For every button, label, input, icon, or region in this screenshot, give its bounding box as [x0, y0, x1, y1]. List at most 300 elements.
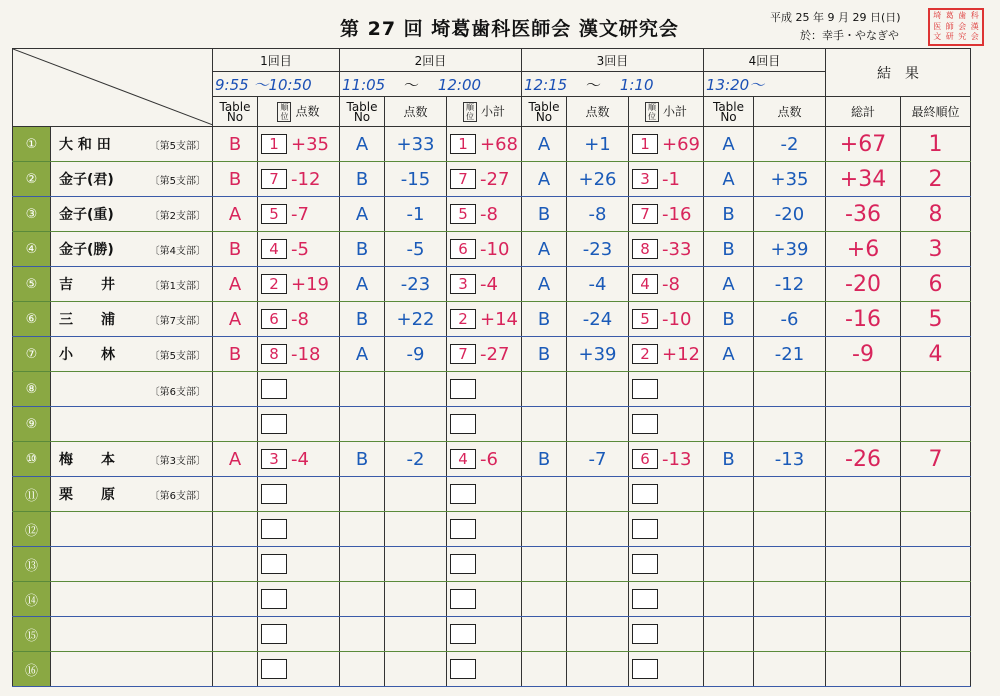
- participant-name-cell: [51, 127, 213, 162]
- round2-table: [340, 617, 385, 652]
- round3-rank-box: [632, 659, 658, 679]
- round3-table: [522, 582, 567, 617]
- table-no-header: Table No: [340, 97, 385, 127]
- round4-table: [704, 512, 754, 547]
- round1-rank-box: [261, 484, 287, 504]
- diagonal-line: [13, 49, 213, 125]
- final-rank: 1: [901, 127, 971, 162]
- round3-rank-subtotal: [629, 582, 704, 617]
- round2-rank-subtotal: [447, 407, 522, 442]
- row-number: ⑤: [13, 267, 51, 302]
- round4-table: B: [704, 232, 754, 267]
- row-number: ⑭: [13, 582, 51, 617]
- row-number: ⑨: [13, 407, 51, 442]
- round1-rank-box: [261, 519, 287, 539]
- round3-rank-subtotal: [629, 337, 704, 372]
- round2-score: -23: [385, 267, 447, 302]
- round2-table: A: [340, 197, 385, 232]
- round2-table: [340, 512, 385, 547]
- participant-name-cell: [51, 442, 213, 477]
- round1-rank-score: [258, 582, 340, 617]
- round3-rank-box: [632, 484, 658, 504]
- round2-rank-box: 1: [450, 134, 476, 154]
- branch: 〔第5支部〕: [149, 176, 206, 187]
- round2-rank-box: 5: [450, 204, 476, 224]
- round1-rank-box: 6: [261, 309, 287, 329]
- row-number: ①: [13, 127, 51, 162]
- total-score: [826, 582, 901, 617]
- row-number: ⑬: [13, 547, 51, 582]
- round1-table: B: [213, 337, 258, 372]
- round2-rank-subtotal: [447, 442, 522, 477]
- table-row: [13, 407, 971, 442]
- total-score: [826, 477, 901, 512]
- row-number: ⑮: [13, 617, 51, 652]
- round3-rank-subtotal: [629, 477, 704, 512]
- score-header: 点数: [295, 104, 320, 118]
- round3-table: [522, 547, 567, 582]
- round3-score: [567, 652, 629, 687]
- round2-rank-box: [450, 414, 476, 434]
- round2-table: B: [340, 302, 385, 337]
- round2-rank-subtotal: [447, 337, 522, 372]
- time3-separator: ～: [586, 75, 602, 94]
- rank-subtotal-header: [447, 97, 522, 127]
- total-score: -36: [826, 197, 901, 232]
- round2-rank-box: [450, 589, 476, 609]
- round3-table: [522, 617, 567, 652]
- round3-rank-box: 7: [632, 204, 658, 224]
- round2-rank-box: 7: [450, 169, 476, 189]
- round4-score: [754, 512, 826, 547]
- subtotal-header: 小計: [480, 104, 505, 118]
- round2-rank-subtotal: [447, 197, 522, 232]
- round4-score: -6: [754, 302, 826, 337]
- branch: 〔第4支部〕: [149, 246, 206, 257]
- row-number: ⑫: [13, 512, 51, 547]
- participant-name-cell: [51, 162, 213, 197]
- branch: 〔第5支部〕: [149, 351, 206, 362]
- time3-start: 12:15: [524, 75, 568, 94]
- round1-rank-box: 3: [261, 449, 287, 469]
- round1-rank-box: 1: [261, 134, 287, 154]
- round2-rank-subtotal: [447, 652, 522, 687]
- score-header: 点数: [754, 97, 826, 127]
- round3-subtotal: -13: [662, 448, 692, 470]
- round3-subtotal: -10: [662, 308, 692, 330]
- round3-table: B: [522, 197, 567, 232]
- round2-rank-subtotal: [447, 162, 522, 197]
- organization-seal: 埼 葛 歯 科 医 師 会 漢 文 研 究 会: [928, 8, 984, 46]
- round2-subtotal: -27: [480, 168, 510, 190]
- final-rank: 6: [901, 267, 971, 302]
- table-row: [13, 512, 971, 547]
- round3-subtotal: -8: [662, 273, 680, 295]
- round1-table: [213, 407, 258, 442]
- round1-score: -18: [291, 343, 321, 365]
- round1-score: +19: [291, 273, 329, 295]
- round3-table: B: [522, 302, 567, 337]
- round3-subtotal: +12: [662, 343, 700, 365]
- round2-score: -15: [385, 162, 447, 197]
- round3-table: [522, 407, 567, 442]
- total-score: -20: [826, 267, 901, 302]
- row-number: ⑯: [13, 652, 51, 687]
- table-row: [13, 127, 971, 162]
- round1-rank-box: [261, 659, 287, 679]
- round3-rank-subtotal: [629, 512, 704, 547]
- round2-table: B: [340, 162, 385, 197]
- round2-score: +33: [385, 127, 447, 162]
- final-rank: 7: [901, 442, 971, 477]
- round2-table: [340, 407, 385, 442]
- participant-name-cell: [51, 267, 213, 302]
- participant-name-cell: [51, 302, 213, 337]
- participant-name-cell: [51, 512, 213, 547]
- branch: 〔第6支部〕: [149, 491, 206, 502]
- final-rank: [901, 652, 971, 687]
- round1-rank-score: [258, 407, 340, 442]
- round3-rank-box: [632, 379, 658, 399]
- row-number: ⑩: [13, 442, 51, 477]
- participant-name-cell: [51, 652, 213, 687]
- round3-table: [522, 477, 567, 512]
- total-score: +67: [826, 127, 901, 162]
- round1-rank-box: [261, 414, 287, 434]
- round2-score: [385, 547, 447, 582]
- event-venue: 於：幸手・やなぎや: [800, 29, 899, 42]
- final-rank: 5: [901, 302, 971, 337]
- time2-end: 12:00: [437, 75, 482, 94]
- round2-table: [340, 582, 385, 617]
- round1-rank-score: [258, 512, 340, 547]
- round2-score: -5: [385, 232, 447, 267]
- round3-rank-subtotal: [629, 617, 704, 652]
- round2-score: -9: [385, 337, 447, 372]
- round3-rank-subtotal: [629, 127, 704, 162]
- round1-rank-box: 4: [261, 239, 287, 259]
- round3-score: [567, 477, 629, 512]
- round2-rank-subtotal: [447, 372, 522, 407]
- round3-score: -4: [567, 267, 629, 302]
- total-score: +6: [826, 232, 901, 267]
- final-rank-header: 最終順位: [901, 97, 971, 127]
- round2-score: [385, 477, 447, 512]
- round2-subtotal: -27: [480, 343, 510, 365]
- table-row: [13, 582, 971, 617]
- round3-table: [522, 512, 567, 547]
- result-header: 結 果: [826, 49, 971, 97]
- participant-name: 金子(君): [59, 172, 114, 188]
- round2-header: 2回目: [340, 49, 522, 72]
- round4-table: [704, 547, 754, 582]
- round1-table: [213, 652, 258, 687]
- round3-table: [522, 652, 567, 687]
- round4-table: B: [704, 442, 754, 477]
- final-rank: [901, 547, 971, 582]
- round3-rank-subtotal: [629, 407, 704, 442]
- branch: 〔第7支部〕: [149, 316, 206, 327]
- table-row: [13, 337, 971, 372]
- round3-table: A: [522, 162, 567, 197]
- round2-rank-box: 3: [450, 274, 476, 294]
- round3-subtotal: -33: [662, 238, 692, 260]
- round2-rank-box: 7: [450, 344, 476, 364]
- table-no-header: Table No: [213, 97, 258, 127]
- round1-table: A: [213, 442, 258, 477]
- round3-rank-box: 3: [632, 169, 658, 189]
- round4-table: A: [704, 267, 754, 302]
- round2-rank-subtotal: [447, 302, 522, 337]
- corner-header: [13, 49, 213, 127]
- round4-score: -21: [754, 337, 826, 372]
- round4-score: [754, 407, 826, 442]
- branch: 〔第1支部〕: [149, 281, 206, 292]
- round3-score: -23: [567, 232, 629, 267]
- round2-table: B: [340, 232, 385, 267]
- round1-table: B: [213, 162, 258, 197]
- round2-rank-box: 6: [450, 239, 476, 259]
- round3-subtotal: -16: [662, 203, 692, 225]
- score-table: [12, 48, 971, 687]
- total-score: [826, 407, 901, 442]
- round1-rank-score: [258, 197, 340, 232]
- round1-rank-box: 7: [261, 169, 287, 189]
- round3-rank-subtotal: [629, 232, 704, 267]
- round3-score: +26: [567, 162, 629, 197]
- round3-rank-subtotal: [629, 372, 704, 407]
- table-no-header: Table No: [522, 97, 567, 127]
- round3-score: [567, 372, 629, 407]
- branch: 〔第5支部〕: [149, 141, 206, 152]
- branch: 〔第6支部〕: [149, 387, 206, 398]
- round3-rank-box: [632, 589, 658, 609]
- round3-rank-box: 6: [632, 449, 658, 469]
- round4-table: [704, 582, 754, 617]
- round1-score: -7: [291, 203, 309, 225]
- table-row: [13, 372, 971, 407]
- round2-score: [385, 512, 447, 547]
- round3-table: [522, 372, 567, 407]
- round2-score: +22: [385, 302, 447, 337]
- round2-subtotal: -8: [480, 203, 498, 225]
- round4-score: [754, 582, 826, 617]
- round1-rank-score: [258, 652, 340, 687]
- participant-name-cell: [51, 582, 213, 617]
- total-score: [826, 652, 901, 687]
- round3-rank-subtotal: [629, 162, 704, 197]
- round3-score: +39: [567, 337, 629, 372]
- round4-table: A: [704, 162, 754, 197]
- time2: [340, 72, 522, 97]
- score-rows: [13, 127, 971, 687]
- round4-table: [704, 407, 754, 442]
- round4-score: -20: [754, 197, 826, 232]
- participant-name: 金子(勝): [59, 242, 114, 258]
- round3-rank-box: [632, 624, 658, 644]
- round4-table: B: [704, 302, 754, 337]
- total-score: +34: [826, 162, 901, 197]
- round3-table: A: [522, 127, 567, 162]
- round1-table: [213, 477, 258, 512]
- table-row: [13, 547, 971, 582]
- table-row: [13, 477, 971, 512]
- round4-table: B: [704, 197, 754, 232]
- round1-rank-score: [258, 232, 340, 267]
- round4-score: [754, 372, 826, 407]
- round4-score: +39: [754, 232, 826, 267]
- round4-header: 4回目: [704, 49, 826, 72]
- subtotal-header: 小計: [662, 104, 687, 118]
- participant-name-cell: [51, 337, 213, 372]
- round1-table: A: [213, 302, 258, 337]
- round2-rank-subtotal: [447, 232, 522, 267]
- round1-rank-score: [258, 372, 340, 407]
- round2-table: [340, 547, 385, 582]
- round3-header: 3回目: [522, 49, 704, 72]
- round1-rank-score: [258, 442, 340, 477]
- branch: 〔第3支部〕: [149, 456, 206, 467]
- row-number: ②: [13, 162, 51, 197]
- round3-rank-box: 1: [632, 134, 658, 154]
- round3-rank-box: 2: [632, 344, 658, 364]
- participant-name: 金子(重): [59, 207, 114, 223]
- round1-score: -12: [291, 168, 321, 190]
- event-date: 平成 25 年 9 月 29 日(日): [770, 11, 901, 24]
- round1-table: [213, 582, 258, 617]
- round1-rank-box: [261, 379, 287, 399]
- round1-rank-score: [258, 127, 340, 162]
- round1-rank-score: [258, 477, 340, 512]
- final-rank: [901, 617, 971, 652]
- table-row: [13, 162, 971, 197]
- rank-header: 順位: [463, 102, 477, 122]
- round2-rank-subtotal: [447, 477, 522, 512]
- round2-table: A: [340, 337, 385, 372]
- round3-rank-subtotal: [629, 442, 704, 477]
- round1-table: B: [213, 127, 258, 162]
- final-rank: 8: [901, 197, 971, 232]
- row-number: ③: [13, 197, 51, 232]
- round2-table: A: [340, 267, 385, 302]
- round2-table: [340, 652, 385, 687]
- round2-table: [340, 372, 385, 407]
- row-number: ⑥: [13, 302, 51, 337]
- round1-score: +35: [291, 133, 329, 155]
- round4-table: [704, 617, 754, 652]
- final-rank: [901, 407, 971, 442]
- round3-rank-subtotal: [629, 267, 704, 302]
- participant-name-cell: [51, 232, 213, 267]
- round4-table: [704, 372, 754, 407]
- table-row: [13, 442, 971, 477]
- final-rank: 2: [901, 162, 971, 197]
- participant-name: 小 林: [59, 347, 115, 363]
- round1-table: A: [213, 267, 258, 302]
- participant-name: 梅 本: [59, 452, 115, 468]
- total-score: -9: [826, 337, 901, 372]
- final-rank: [901, 582, 971, 617]
- round2-rank-box: [450, 484, 476, 504]
- round2-subtotal: -10: [480, 238, 510, 260]
- round2-score: [385, 372, 447, 407]
- participant-name-cell: [51, 477, 213, 512]
- round1-rank-score: [258, 267, 340, 302]
- round4-score: -12: [754, 267, 826, 302]
- page-title: 第 27 回 埼葛歯科医師会 漢文研究会: [340, 18, 679, 40]
- score-header: 点数: [385, 97, 447, 127]
- participant-name-cell: [51, 197, 213, 232]
- participant-name-cell: [51, 407, 213, 442]
- round3-rank-box: 5: [632, 309, 658, 329]
- round3-score: -24: [567, 302, 629, 337]
- round3-rank-box: [632, 554, 658, 574]
- rank-header: 順位: [277, 102, 291, 122]
- participant-name-cell: [51, 372, 213, 407]
- round1-score: -4: [291, 448, 309, 470]
- round2-rank-subtotal: [447, 547, 522, 582]
- round4-score: +35: [754, 162, 826, 197]
- row-number: ⑦: [13, 337, 51, 372]
- round3-rank-box: 4: [632, 274, 658, 294]
- time3-end: 1:10: [619, 75, 654, 94]
- round2-score: [385, 407, 447, 442]
- round2-score: -1: [385, 197, 447, 232]
- round1-rank-box: 5: [261, 204, 287, 224]
- total-score: [826, 547, 901, 582]
- round2-rank-box: [450, 659, 476, 679]
- round2-score: [385, 652, 447, 687]
- round2-score: [385, 582, 447, 617]
- round4-table: A: [704, 337, 754, 372]
- round3-rank-box: [632, 519, 658, 539]
- round2-subtotal: +68: [480, 133, 518, 155]
- round2-table: A: [340, 127, 385, 162]
- round2-score: -2: [385, 442, 447, 477]
- score-header: 点数: [567, 97, 629, 127]
- round4-score: [754, 652, 826, 687]
- round4-table: A: [704, 127, 754, 162]
- round4-table: [704, 652, 754, 687]
- round1-table: [213, 547, 258, 582]
- round3-rank-box: [632, 414, 658, 434]
- round2-rank-box: 2: [450, 309, 476, 329]
- round3-rank-subtotal: [629, 652, 704, 687]
- rank-header: 順位: [645, 102, 659, 122]
- table-row: [13, 197, 971, 232]
- round2-rank-box: [450, 379, 476, 399]
- round3-score: +1: [567, 127, 629, 162]
- table-row: [13, 232, 971, 267]
- round3-subtotal: -1: [662, 168, 680, 190]
- total-score: [826, 512, 901, 547]
- round1-rank-box: 8: [261, 344, 287, 364]
- round2-subtotal: +14: [480, 308, 518, 330]
- table-row: [13, 267, 971, 302]
- round1-table: [213, 372, 258, 407]
- round4-score: [754, 477, 826, 512]
- round2-rank-subtotal: [447, 267, 522, 302]
- round2-rank-subtotal: [447, 582, 522, 617]
- round3-table: A: [522, 232, 567, 267]
- round3-score: -8: [567, 197, 629, 232]
- round2-rank-box: [450, 554, 476, 574]
- round1-rank-box: [261, 589, 287, 609]
- row-number: ④: [13, 232, 51, 267]
- round2-score: [385, 617, 447, 652]
- round3-score: [567, 582, 629, 617]
- round2-rank-subtotal: [447, 512, 522, 547]
